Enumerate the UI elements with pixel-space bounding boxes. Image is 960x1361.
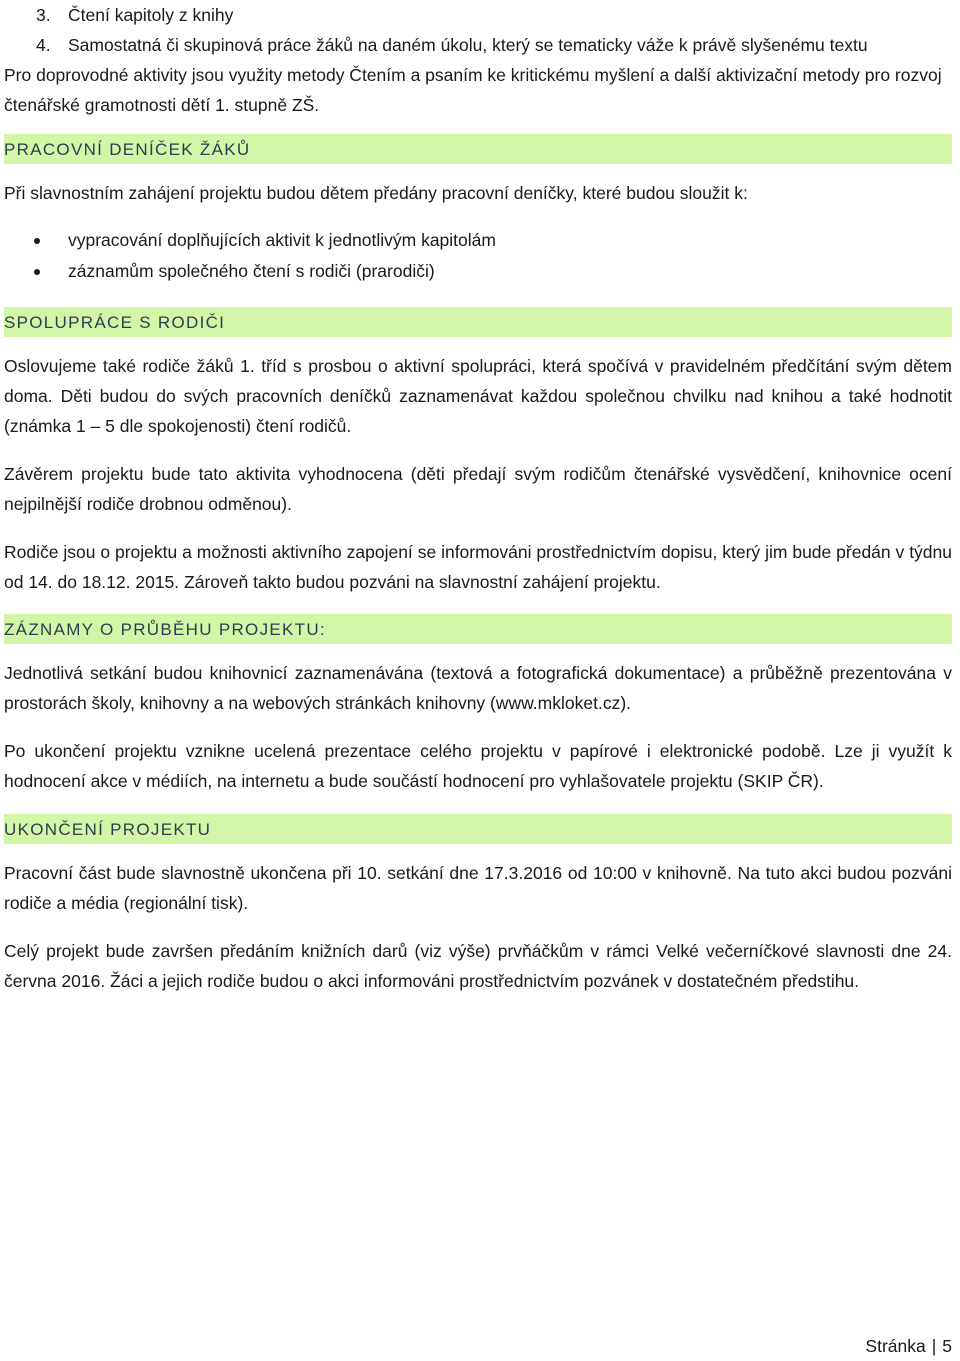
list-item	[4, 0, 952, 30]
section-heading-diary: PRACOVNÍ DENÍČEK ŽÁKŮ	[4, 134, 952, 164]
records-paragraph: Po ukončení projektu vznikne ucelená prezentace celého projektu v papírové i elektronické podobě. Lze ji využít k hodnocení akce v médiích, na internetu a bude součástí hodnocení pro vyhlašovatele projektu (SKIP ČR).	[4, 741, 952, 791]
document-page	[4, 0, 952, 996]
diary-lead: Při slavnostním zahájení projektu budou dětem předány pracovní deníčky, které budou sloužit k:	[4, 183, 748, 203]
page-footer	[865, 1331, 952, 1361]
ending-paragraph: Celý projekt bude završen předáním knižních darů (viz výše) prvňáčkům v rámci Velké večerníčkové slavnosti dne 24. června 2016. Žáci a jejich rodiče budou o akci informováni prostřednictvím pozvánek v dostatečném předstihu.	[4, 941, 952, 991]
intro-numbered-list	[4, 0, 952, 60]
section-heading-ending: UKONČENÍ PROJEKTU	[4, 814, 952, 844]
bullet-item: záznamům společného čtení s rodiči (prarodiči)	[4, 256, 952, 287]
list-number: 3.	[36, 5, 51, 25]
parents-paragraph: Rodiče jsou o projektu a možnosti aktivního zapojení se informováni prostřednictvím dopisu, který jim bude předán v týdnu od 14. do 18.12. 2015. Zároveň takto budou pozváni na slavnostní zahájení projektu.	[4, 542, 952, 592]
ending-paragraph: Pracovní část bude slavnostně ukončena při 10. setkání dne 17.3.2016 od 10:00 v knihovně. Na tuto akci budou pozváni rodiče a média (regionální tisk).	[4, 863, 952, 913]
footer-label: Stránka	[865, 1336, 926, 1356]
footer-separator: |	[931, 1336, 937, 1356]
section-heading-parents: SPOLUPRÁCE S RODIČI	[4, 307, 952, 337]
intro-paragraph: Pro doprovodné aktivity jsou využity metody Čtením a psaním ke kritickému myšlení a další aktivizační metody pro rozvoj čtenářské gramotnosti dětí 1. stupně ZŠ.	[4, 65, 942, 115]
list-item-text: Samostatná či skupinová práce žáků na daném úkolu, který se tematicky váže k právě slyšenému textu	[68, 35, 868, 55]
bullet-item: vypracování doplňujících aktivit k jednotlivým kapitolám	[4, 225, 952, 256]
page-number: 5	[942, 1336, 952, 1356]
list-item-text: Čtení kapitoly z knihy	[68, 5, 234, 25]
records-paragraph: Jednotlivá setkání budou knihovnicí zaznamenávána (textová a fotografická dokumentace) a průběžně prezentována v prostorách školy, knihovny a na webových stránkách knihovny (www.mkloket.cz).	[4, 663, 952, 713]
list-number: 4.	[36, 35, 51, 55]
diary-bullet-list	[4, 225, 952, 287]
list-item	[4, 30, 952, 60]
parents-paragraph: Závěrem projektu bude tato aktivita vyhodnocena (děti předají svým rodičům čtenářské vysvědčení, knihovnice ocení nejpilnější rodiče drobnou odměnou).	[4, 464, 952, 514]
section-heading-records: ZÁZNAMY O PRŮBĚHU PROJEKTU:	[4, 614, 952, 644]
parents-paragraph: Oslovujeme také rodiče žáků 1. tříd s prosbou o aktivní spolupráci, která spočívá v pravidelném předčítání svým dětem doma. Děti budou do svých pracovních deníčků zaznamenávat každou společnou chvilku nad knihou a také hodnotit (známka 1 – 5 dle spokojenosti) čtení rodičů.	[4, 356, 952, 436]
